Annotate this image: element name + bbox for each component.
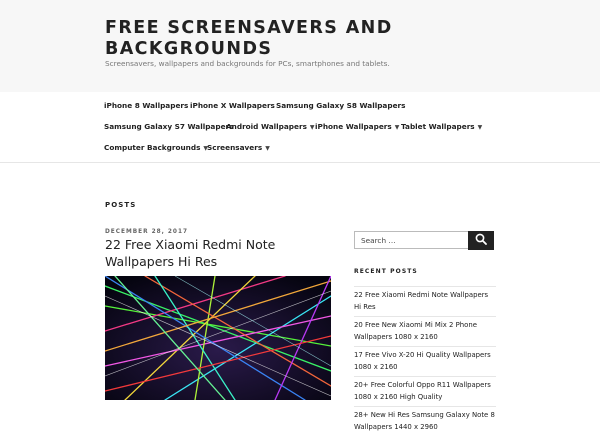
section-label: POSTS [105,201,137,209]
site-description: Screensavers, wallpapers and backgrounds for PCs, smartphones and tablets. [105,59,390,68]
recent-post-link[interactable]: 28+ New Hi Res Samsung Galaxy Note 8 Wallpapers 1440 x 2960 [354,406,496,436]
chevron-down-icon: ▼ [309,124,315,131]
search-icon [475,233,487,245]
nav-item-iphone-8[interactable] [104,101,188,110]
nav-item-tablet[interactable] [401,122,482,131]
nav-item-label: iPhone 8 Wallpapers [104,101,189,110]
recent-post-link[interactable]: 20+ Free Colorful Oppo R11 Wallpapers 1080 x 2160 High Quality [354,376,496,406]
chevron-down-icon: ▼ [265,145,270,152]
recent-post-link[interactable]: 17 Free Vivo X-20 Hi Quality Wallpapers 1080 x 2160 [354,346,496,376]
recent-posts-list [354,286,496,436]
nav-item-label: Samsung Galaxy S8 Wallpapers [276,101,406,110]
nav-item-android[interactable] [226,122,315,131]
nav-item-label: iPhone Wallpapers [315,122,392,131]
search-button[interactable] [468,231,494,250]
site-title[interactable]: FREE SCREENSAVERS AND BACKGROUNDS [105,18,393,59]
laser-lights-image [105,276,331,400]
nav-item-label: Screensavers [207,143,263,152]
recent-post-link[interactable]: 22 Free Xiaomi Redmi Note Wallpapers Hi Res [354,286,496,316]
main-navigation [0,92,600,163]
post-title[interactable]: 22 Free Xiaomi Redmi Note Wallpapers Hi Res [105,237,276,269]
chevron-down-icon: ▼ [203,145,209,152]
chevron-down-icon: ▼ [477,124,483,131]
nav-item-label: iPhone X Wallpapers [190,101,275,110]
nav-item-iphone[interactable] [315,122,399,131]
nav-item-screensavers[interactable] [207,143,270,152]
recent-posts-heading: RECENT POSTS [354,268,418,275]
nav-item-galaxy-s8[interactable] [276,101,405,110]
site-header [0,0,600,92]
post-date[interactable]: DECEMBER 28, 2017 [105,229,189,235]
nav-item-label: Android Wallpapers [226,122,307,131]
search-input[interactable]: Search … [354,231,468,249]
chevron-down-icon: ▼ [394,124,400,131]
nav-item-label: Tablet Wallpapers [401,122,475,131]
nav-item-galaxy-s7[interactable] [104,122,233,131]
nav-item-computer-backgrounds[interactable] [104,143,208,152]
recent-post-link[interactable]: 20 Free New Xiaomi Mi Mix 2 Phone Wallpapers 1080 x 2160 [354,316,496,346]
nav-item-iphone-x[interactable] [190,101,275,110]
nav-item-label: Computer Backgrounds [104,143,201,152]
nav-item-label: Samsung Galaxy S7 Wallpapers [104,122,234,131]
post-featured-image[interactable] [105,276,331,400]
